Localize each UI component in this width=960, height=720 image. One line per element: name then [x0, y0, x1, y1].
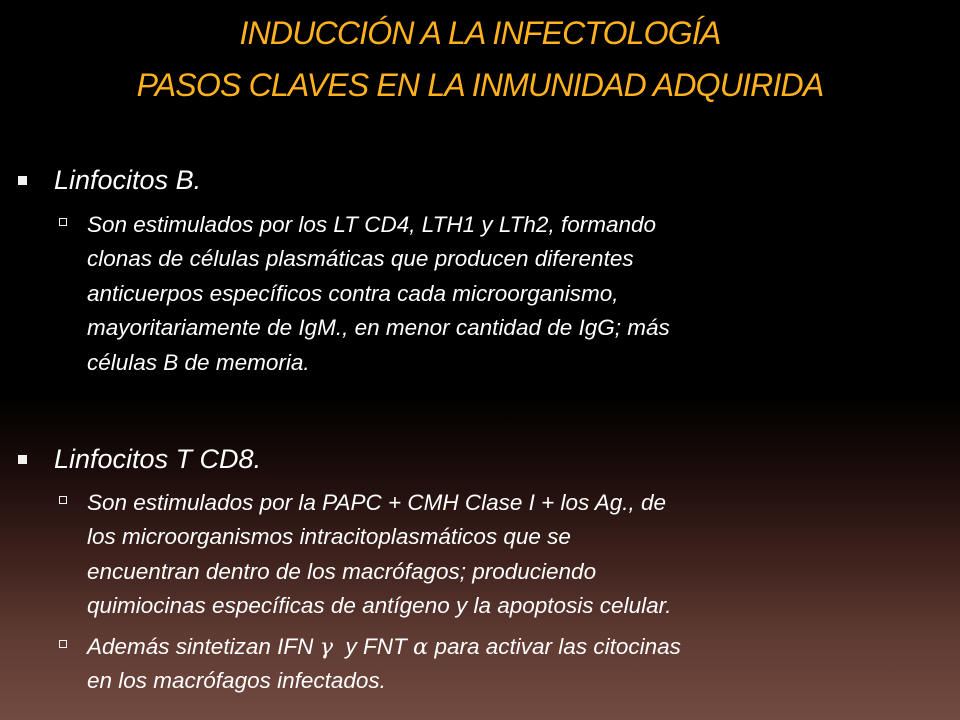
sub-bullet-linfocitos-t-cd8-synthesis [59, 630, 957, 699]
paragraph-line: los microorganismos intracitoplasmáticos que se [87, 524, 571, 550]
section-heading-linfocitos-b: Linfocitos B. [54, 165, 202, 195]
sub-bullet-linfocitos-t-cd8-description [59, 486, 957, 624]
slide-title-line-2: PASOS CLAVES EN LA INMUNIDAD ADQUIRIDA [136, 67, 824, 103]
paragraph-line: quimiocinas específicas de antígeno y la apoptosis celular. [87, 593, 672, 619]
paragraph-line: en los macrófagos infectados. [87, 668, 386, 694]
paragraph-line: clonas de células plasmáticas que producen diferentes [87, 246, 634, 272]
bullet-linfocitos-b [18, 164, 201, 196]
paragraph-line: mayoritariamente de IgM., en menor cantidad de IgG; más [87, 315, 670, 341]
paragraph-linfocitos-t-cd8-synthesis [87, 630, 957, 699]
sub-bullet-linfocitos-b-description [59, 208, 957, 380]
hollow-square-bullet-icon [59, 218, 67, 226]
paragraph-linfocitos-b [87, 208, 957, 380]
paragraph-line: Son estimulados por los LT CD4, LTH1 y LTh2, formando [87, 212, 657, 237]
alpha-symbol: α [413, 634, 429, 660]
text-segment: y FNT [333, 634, 414, 659]
gamma-symbol: γ [319, 634, 334, 660]
text-segment: Además sintetizan IFN [87, 634, 320, 659]
slide-title-line-1: INDUCCIÓN A LA INFECTOLOGÍA [239, 15, 721, 51]
paragraph-line: encuentran dentro de los macrófagos; produciendo [87, 558, 597, 584]
hollow-square-bullet-icon [59, 496, 67, 504]
text-segment: para activar las citocinas [428, 634, 681, 659]
filled-square-bullet-icon [18, 176, 27, 185]
paragraph-line: anticuerpos específicos contra cada microorganismo, [87, 280, 619, 306]
filled-square-bullet-icon [18, 455, 27, 464]
paragraph-line: Son estimulados por la PAPC + CMH Clase I + los Ag., de [87, 490, 667, 515]
paragraph-line [87, 630, 957, 664]
hollow-square-bullet-icon [59, 640, 67, 648]
section-heading-linfocitos-t-cd8: Linfocitos T CD8. [54, 444, 262, 474]
paragraph-linfocitos-t-cd8-stimulation [87, 486, 957, 624]
paragraph-line: células B de memoria. [87, 349, 310, 375]
bullet-linfocitos-t-cd8 [18, 443, 261, 475]
